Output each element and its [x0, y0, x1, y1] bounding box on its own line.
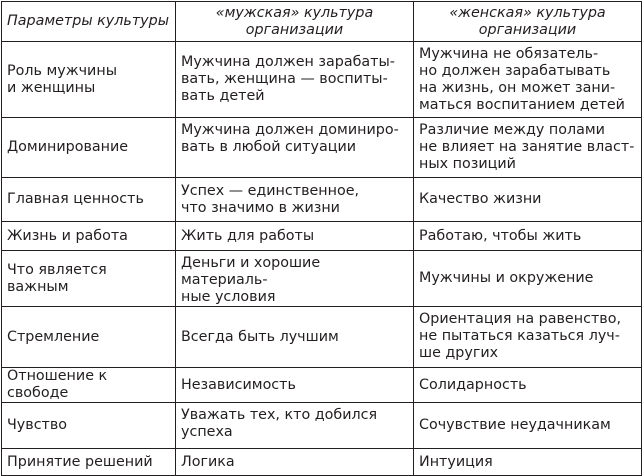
- table-row: [2, 42, 642, 118]
- header-masculine-culture: «мужская» культура организации: [176, 2, 414, 42]
- table-row: [2, 307, 642, 368]
- row-feminine-value: Солидарность: [414, 368, 642, 403]
- row-parameter: Роль мужчины и женщины: [2, 42, 176, 118]
- row-feminine-value: Интуиция: [414, 449, 642, 476]
- row-parameter: Принятие решений: [2, 449, 176, 476]
- table-row: [2, 251, 642, 307]
- row-feminine-value: Мужчины и окружение: [414, 251, 642, 307]
- table-row: [2, 368, 642, 403]
- row-parameter: Доминирование: [2, 118, 176, 178]
- table-row: [2, 118, 642, 178]
- header-parameters: Параметры культуры: [2, 2, 176, 42]
- row-masculine-value: Независимость: [176, 368, 414, 403]
- header-feminine-culture: «женская» культура организации: [414, 2, 642, 42]
- row-feminine-value: Мужчина не обязатель- но должен зарабатывать на жизнь, он может зани- маться воспитанием детей: [414, 42, 642, 118]
- row-parameter: Что является важным: [2, 251, 176, 307]
- culture-comparison-table: [1, 1, 642, 476]
- row-parameter: Чувство: [2, 403, 176, 449]
- table-row: [2, 403, 642, 449]
- row-feminine-value: Работаю, чтобы жить: [414, 222, 642, 251]
- table-row: [2, 178, 642, 222]
- row-feminine-value: Сочувствие неудачникам: [414, 403, 642, 449]
- row-masculine-value: Успех — единственное, что значимо в жизни: [176, 178, 414, 222]
- row-masculine-value: Уважать тех, кто добился успеха: [176, 403, 414, 449]
- row-feminine-value: Качество жизни: [414, 178, 642, 222]
- row-masculine-value: Мужчина должен зарабаты- вать, женщина — воспиты- вать детей: [176, 42, 414, 118]
- row-masculine-value: Логика: [176, 449, 414, 476]
- table-row: [2, 449, 642, 476]
- row-masculine-value: Деньги и хорошие материаль- ные условия: [176, 251, 414, 307]
- row-parameter: Главная ценность: [2, 178, 176, 222]
- row-parameter: Стремление: [2, 307, 176, 368]
- row-parameter: Жизнь и работа: [2, 222, 176, 251]
- row-masculine-value: Мужчина должен доминиро- вать в любой ситуации: [176, 118, 414, 178]
- table-row: [2, 222, 642, 251]
- row-parameter: Отношение к свободе: [2, 368, 176, 403]
- row-feminine-value: Ориентация на равенство, не пытаться казаться луч- ше других: [414, 307, 642, 368]
- row-masculine-value: Всегда быть лучшим: [176, 307, 414, 368]
- row-masculine-value: Жить для работы: [176, 222, 414, 251]
- table-header-row: [2, 2, 642, 42]
- row-feminine-value: Различие между полами не влияет на занятие власт- ных позиций: [414, 118, 642, 178]
